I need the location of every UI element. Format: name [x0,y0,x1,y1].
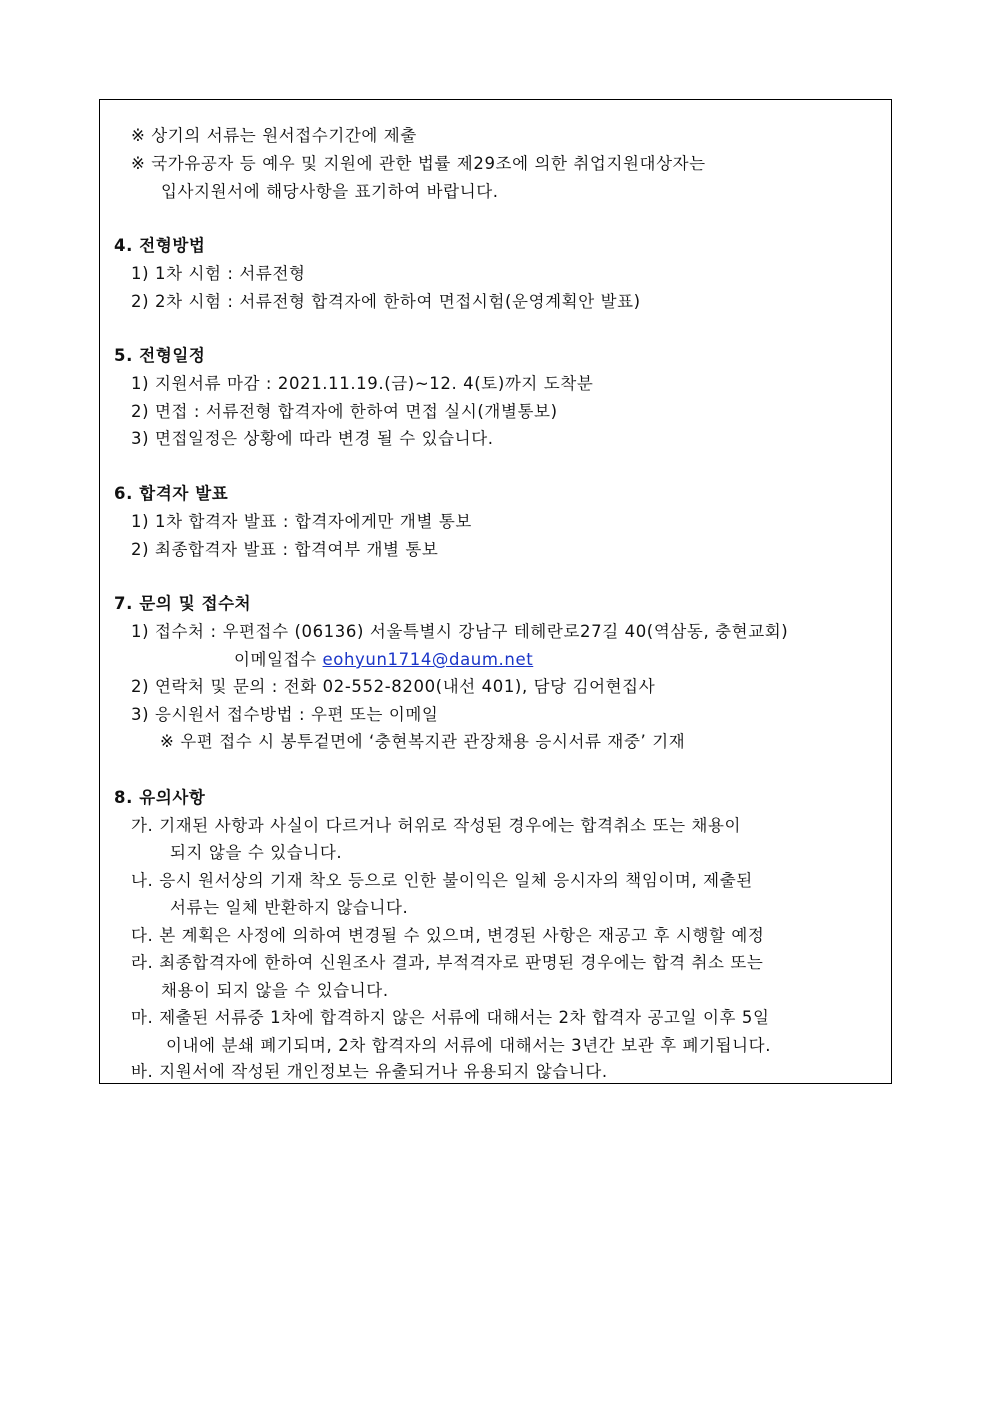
email-link[interactable]: eohyun1714@daum.net [322,650,534,669]
section-5-item: 3) 면접일정은 상황에 따라 변경 될 수 있습니다. [131,429,494,448]
section-8-heading: 8. 유의사항 [114,788,206,807]
section-6-item: 2) 최종합격자 발표 : 합격여부 개별 통보 [131,540,439,559]
section-4-heading: 4. 전형방법 [114,236,206,255]
section-4-item: 1) 1차 시험 : 서류전형 [131,264,306,283]
section-8-line: 바. 지원서에 작성된 개인정보는 유출되거나 유용되지 않습니다. [131,1062,608,1081]
section-7-address: 1) 접수처 : 우편접수 (06136) 서울특별시 강남구 테헤란로27길 40(역삼동, 충현교회) [131,622,789,641]
section-6-heading: 6. 합격자 발표 [114,484,229,503]
note-submission-period: ※ 상기의 서류는 원서접수기간에 제출 [131,126,417,145]
section-8-line: 나. 응시 원서상의 기재 착오 등으로 인한 불이익은 일체 응시자의 책임이며, 제출된 [131,871,753,890]
section-7-heading: 7. 문의 및 접수처 [114,594,252,613]
section-5-item: 2) 면접 : 서류전형 합격자에 한하여 면접 실시(개별통보) [131,402,558,421]
section-6-item: 1) 1차 합격자 발표 : 합격자에게만 개별 통보 [131,512,472,531]
section-8-line: 마. 제출된 서류중 1차에 합격하지 않은 서류에 대해서는 2차 합격자 공고일 이후 5일 [131,1008,770,1027]
section-5-heading: 5. 전형일정 [114,346,206,365]
section-5-item: 1) 지원서류 마감 : 2021.11.19.(금)~12. 4(토)까지 도착분 [131,374,594,393]
section-7-method: 3) 응시원서 접수방법 : 우편 또는 이메일 [131,705,439,724]
section-7-note: ※ 우편 접수 시 봉투겉면에 ‘충현복지관 관장채용 응시서류 재중’ 기재 [160,732,686,751]
section-8-line: 다. 본 계획은 사정에 의하여 변경될 수 있으며, 변경된 사항은 재공고 후 시행할 예정 [131,926,765,945]
email-label: 이메일접수 [234,650,323,669]
section-8-line: 되지 않을 수 있습니다. [170,843,343,862]
section-7-email-line [234,649,533,671]
note-veterans: ※ 국가유공자 등 예우 및 지원에 관한 법률 제29조에 의한 취업지원대상자는 [131,154,706,173]
section-8-line: 가. 기재된 사항과 사실이 다르거나 허위로 작성된 경우에는 합격취소 또는 채용이 [131,816,742,835]
section-8-line: 서류는 일체 반환하지 않습니다. [170,898,409,917]
section-8-line: 채용이 되지 않을 수 있습니다. [161,981,389,1000]
section-4-item: 2) 2차 시험 : 서류전형 합격자에 한하여 면접시험(운영계획안 발표) [131,292,641,311]
section-8-line: 라. 최종합격자에 한하여 신원조사 결과, 부적격자로 판명된 경우에는 합격 취소 또는 [131,953,764,972]
section-7-contact: 2) 연락처 및 문의 : 전화 02-552-8200(내선 401), 담당 김어현집사 [131,677,656,696]
note-veterans-cont: 입사지원서에 해당사항을 표기하여 바랍니다. [161,182,499,201]
section-8-line: 이내에 분쇄 폐기되며, 2차 합격자의 서류에 대해서는 3년간 보관 후 폐기됩니다. [166,1036,772,1055]
